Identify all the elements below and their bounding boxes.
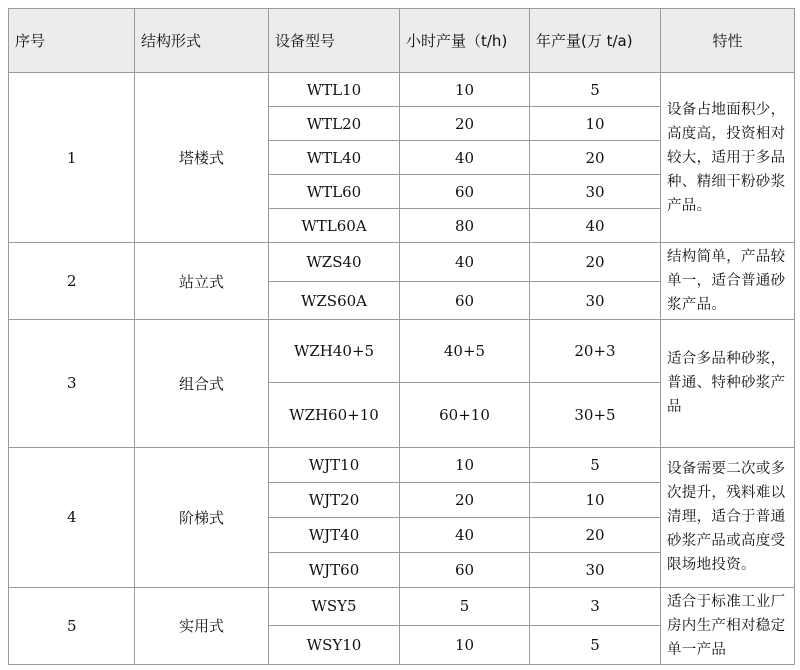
model-cell: WJT40 — [269, 517, 400, 552]
model-cell: WSY10 — [269, 625, 400, 664]
model-cell: WTL40 — [269, 141, 400, 175]
hourly-output-cell: 80 — [400, 209, 530, 243]
hourly-output-cell: 20 — [400, 482, 530, 517]
model-cell: WZH40+5 — [269, 320, 400, 383]
header-cell-model: 设备型号 — [269, 9, 400, 73]
model-cell: WTL60A — [269, 209, 400, 243]
feature-cell: 设备占地面积少，高度高，投资相对较大，适用于多品种、精细干粉砂浆产品。 — [661, 73, 795, 243]
annual-output-cell: 20 — [530, 517, 661, 552]
model-cell: WZH60+10 — [269, 383, 400, 447]
model-cell: WTL10 — [269, 73, 400, 107]
table-row — [9, 73, 795, 107]
header-cell-feature: 特性 — [661, 9, 795, 73]
table-row — [9, 320, 795, 383]
hourly-output-cell: 40 — [400, 243, 530, 282]
feature-cell: 适合多品种砂浆，普通、特种砂浆产品 — [661, 320, 795, 447]
table-row — [9, 587, 795, 625]
annual-output-cell: 10 — [530, 107, 661, 141]
annual-output-cell: 30 — [530, 175, 661, 209]
row-number-cell: 2 — [9, 243, 135, 320]
annual-output-cell: 30 — [530, 552, 661, 587]
hourly-output-cell: 20 — [400, 107, 530, 141]
hourly-output-cell: 10 — [400, 447, 530, 482]
feature-cell: 适合于标准工业厂房内生产相对稳定单一产品 — [661, 587, 795, 664]
header-cell-annual-output: 年产量(万 t/a) — [530, 9, 661, 73]
model-cell: WTL60 — [269, 175, 400, 209]
model-cell: WZS40 — [269, 243, 400, 282]
annual-output-cell: 20 — [530, 243, 661, 282]
model-cell: WJT60 — [269, 552, 400, 587]
header-cell-no: 序号 — [9, 9, 135, 73]
header-row — [9, 9, 795, 73]
row-number-cell: 5 — [9, 587, 135, 664]
model-cell: WJT20 — [269, 482, 400, 517]
hourly-output-cell: 60+10 — [400, 383, 530, 447]
annual-output-cell: 3 — [530, 587, 661, 625]
feature-cell: 结构简单，产品较单一，适合普通砂浆产品。 — [661, 243, 795, 320]
table-row — [9, 447, 795, 482]
hourly-output-cell: 40+5 — [400, 320, 530, 383]
row-number-cell: 3 — [9, 320, 135, 447]
feature-cell: 设备需要二次或多次提升，残料难以清理，适合于普通砂浆产品或高度受限场地投资。 — [661, 447, 795, 587]
hourly-output-cell: 60 — [400, 552, 530, 587]
annual-output-cell: 40 — [530, 209, 661, 243]
hourly-output-cell: 10 — [400, 625, 530, 664]
table-row — [9, 243, 795, 282]
hourly-output-cell: 60 — [400, 175, 530, 209]
structure-form-cell: 实用式 — [135, 587, 269, 664]
annual-output-cell: 10 — [530, 482, 661, 517]
hourly-output-cell: 60 — [400, 281, 530, 320]
structure-form-cell: 站立式 — [135, 243, 269, 320]
model-cell: WSY5 — [269, 587, 400, 625]
annual-output-cell: 5 — [530, 447, 661, 482]
annual-output-cell: 30 — [530, 281, 661, 320]
annual-output-cell: 20 — [530, 141, 661, 175]
header-cell-hourly-output: 小时产量（t/h) — [400, 9, 530, 73]
model-cell: WZS60A — [269, 281, 400, 320]
annual-output-cell: 5 — [530, 625, 661, 664]
model-cell: WJT10 — [269, 447, 400, 482]
header-cell-form: 结构形式 — [135, 9, 269, 73]
structure-form-cell: 塔楼式 — [135, 73, 269, 243]
structure-form-cell: 阶梯式 — [135, 447, 269, 587]
hourly-output-cell: 10 — [400, 73, 530, 107]
hourly-output-cell: 40 — [400, 517, 530, 552]
annual-output-cell: 30+5 — [530, 383, 661, 447]
hourly-output-cell: 40 — [400, 141, 530, 175]
annual-output-cell: 20+3 — [530, 320, 661, 383]
row-number-cell: 4 — [9, 447, 135, 587]
model-cell: WTL20 — [269, 107, 400, 141]
structure-form-cell: 组合式 — [135, 320, 269, 447]
hourly-output-cell: 5 — [400, 587, 530, 625]
annual-output-cell: 5 — [530, 73, 661, 107]
row-number-cell: 1 — [9, 73, 135, 243]
equipment-spec-table — [8, 8, 795, 665]
